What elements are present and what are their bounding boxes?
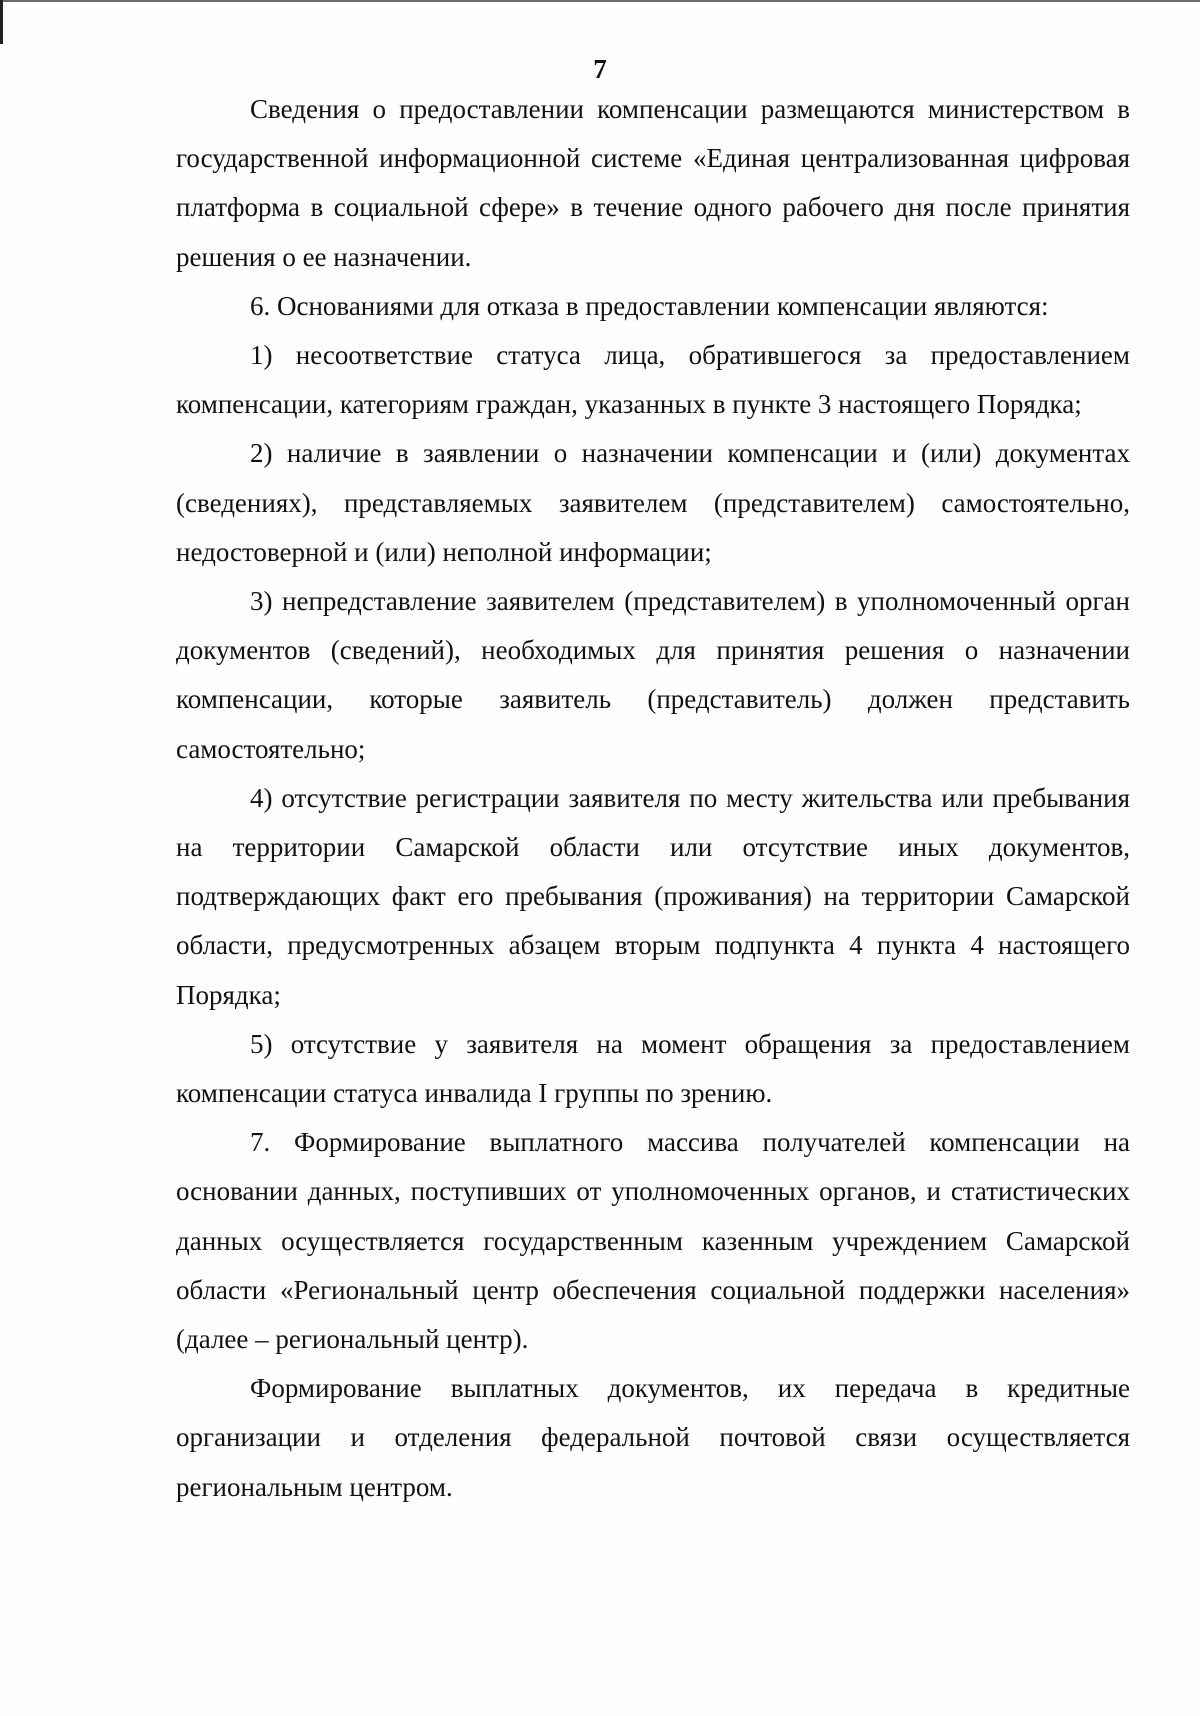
paragraph-refusal-ground-5: 5) отсутствие у заявителя на момент обращения за предоставлением компенсации статуса инвалида I группы по зрению. <box>176 1028 1130 1109</box>
paragraph-refusal-ground-4: 4) отсутствие регистрации заявителя по месту жительства или пребывания на территории Самарской области или отсутствие иных документов, подтверждающих факт его пребывания (проживания) на территории Самарской области, предусмотренных абзацем вторым подпункта 4 пункта 4 настоящего Порядка; <box>176 782 1130 1010</box>
paragraph-refusal-ground-3: 3) непредставление заявителем (представителем) в уполномоченный орган документов (сведений), необходимых для принятия решения о назначении компенсации, которые заявитель (представитель) должен представить самостоятельно; <box>176 586 1130 764</box>
paragraph-payment-documents: Формирование выплатных документов, их передача в кредитные организации и отделения федеральной почтовой связи осуществляется региональным центром. <box>176 1373 1130 1502</box>
paragraph-payment-array: 7. Формирование выплатного массива получателей компенсации на основании данных, поступивших от уполномоченных органов, и статистических данных осуществляется государственным казенным учреждением Самарской области «Региональный центр обеспечения социальной поддержки населения» (далее – региональный центр). <box>176 1127 1130 1355</box>
paragraph-info-publication: Сведения о предоставлении компенсации размещаются министерством в государственной информационной системе «Единая централизованная цифровая платформа в социальной сфере» в течение одного рабочего дня после принятия решения о ее назначении. <box>176 94 1130 272</box>
body-text <box>176 85 1130 1512</box>
scan-left-edge <box>0 0 3 44</box>
scan-top-edge <box>0 0 1200 2</box>
paragraph-refusal-ground-1: 1) несоответствие статуса лица, обратившегося за предоставлением компенсации, категориям граждан, указанных в пункте 3 настоящего Порядка; <box>176 340 1130 420</box>
page-number: 7 <box>593 54 607 84</box>
paragraph-refusal-ground-2: 2) наличие в заявлении о назначении компенсации и (или) документах (сведениях), представляемых заявителем (представителем) самостоятельно, недостоверной и (или) неполной информации; <box>176 438 1130 567</box>
paragraph-refusal-grounds-heading: 6. Основаниями для отказа в предоставлении компенсации являются: <box>250 290 1049 321</box>
